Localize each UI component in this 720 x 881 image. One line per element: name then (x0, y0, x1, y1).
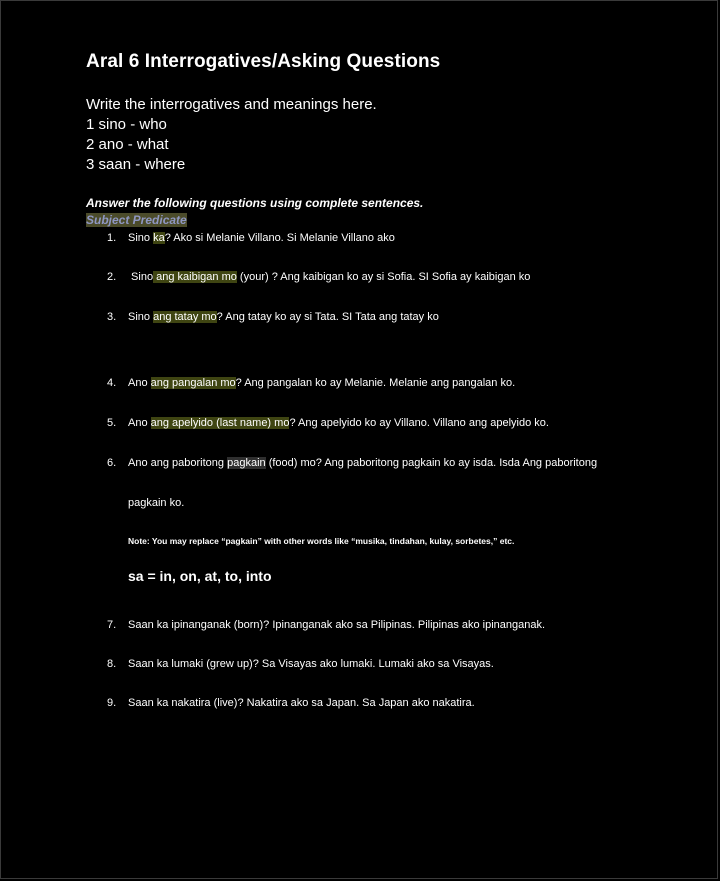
highlight: ka (153, 232, 165, 244)
item-text: Ano ang paboritong (128, 457, 228, 469)
intro-section (86, 95, 377, 175)
highlight: ang apelyido (last name) mo (150, 417, 290, 429)
list-item (107, 417, 549, 429)
item-number: 7. (107, 619, 117, 631)
list-item (107, 658, 494, 670)
item-text: ? Ako si Melanie Villano. Si Melanie Villano ako (164, 232, 395, 244)
item-text: Ano (128, 417, 151, 429)
item-text: ? Ang apelyido ko ay Villano. Villano ang apelyido ko. (289, 417, 549, 429)
highlight: ang tatay mo (153, 311, 217, 323)
highlight: ang pangalan mo (150, 377, 236, 389)
item-text: ? Ang pangalan ko ay Melanie. Melanie ang pangalan ko. (235, 377, 516, 389)
item-text: Sino (128, 311, 154, 323)
highlight: ang kaibigan mo (153, 271, 237, 283)
sa-definition: sa = in, on, at, to, into (128, 568, 272, 584)
item-text: Sino (128, 271, 154, 283)
item-number: 3. (107, 311, 117, 323)
list-item (107, 619, 545, 631)
item-text: (food) mo? Ang paboritong pagkain ko ay isda. Isda Ang paboritong (265, 457, 598, 469)
item-number: 4. (107, 377, 117, 389)
note-text: Note: You may replace “pagkain” with other words like “musika, tindahan, kulay, sorbetes,” etc. (128, 536, 515, 546)
subject-predicate-label (86, 213, 187, 227)
intro-list-item: 1 sino - who (86, 116, 167, 133)
subject-predicate-text: Subject Predicate (86, 213, 187, 227)
item-number: 8. (107, 658, 117, 670)
highlight: pagkain (227, 457, 266, 469)
list-item (107, 232, 395, 244)
item-text: Saan ka ipinanganak (born)? Ipinanganak ako sa Pilipinas. Pilipinas ako ipinanganak. (128, 619, 546, 631)
item-text: ? Ang tatay ko ay si Tata. SI Tata ang tatay ko (216, 311, 439, 323)
list-item (107, 377, 515, 389)
intro-line: Write the interrogatives and meanings here. (86, 96, 377, 113)
list-item (107, 457, 597, 469)
item-text: Sino (128, 232, 154, 244)
item-number: 2. (107, 271, 117, 283)
item-continuation: pagkain ko. (128, 497, 185, 509)
list-item (107, 271, 530, 283)
list-item (107, 311, 439, 323)
item-text: Ano (128, 377, 151, 389)
item-text: Saan ka lumaki (grew up)? Sa Visayas ako lumaki. Lumaki ako sa Visayas. (128, 658, 494, 670)
item-number: 9. (107, 697, 117, 709)
list-item (107, 697, 475, 709)
item-number: 1. (107, 232, 117, 244)
item-number: 5. (107, 417, 117, 429)
instruction-text: Answer the following questions using complete sentences. (86, 196, 424, 210)
item-text: (your) ? Ang kaibigan ko ay si Sofia. SI Sofia ay kaibigan ko (236, 271, 531, 283)
item-text: Saan ka nakatira (live)? Nakatira ako sa Japan. Sa Japan ako nakatira. (128, 697, 475, 709)
intro-list-item: 3 saan - where (86, 156, 186, 173)
item-number: 6. (107, 457, 117, 469)
intro-list-item: 2 ano - what (86, 136, 169, 153)
page-title: Aral 6 Interrogatives/Asking Questions (86, 51, 441, 72)
